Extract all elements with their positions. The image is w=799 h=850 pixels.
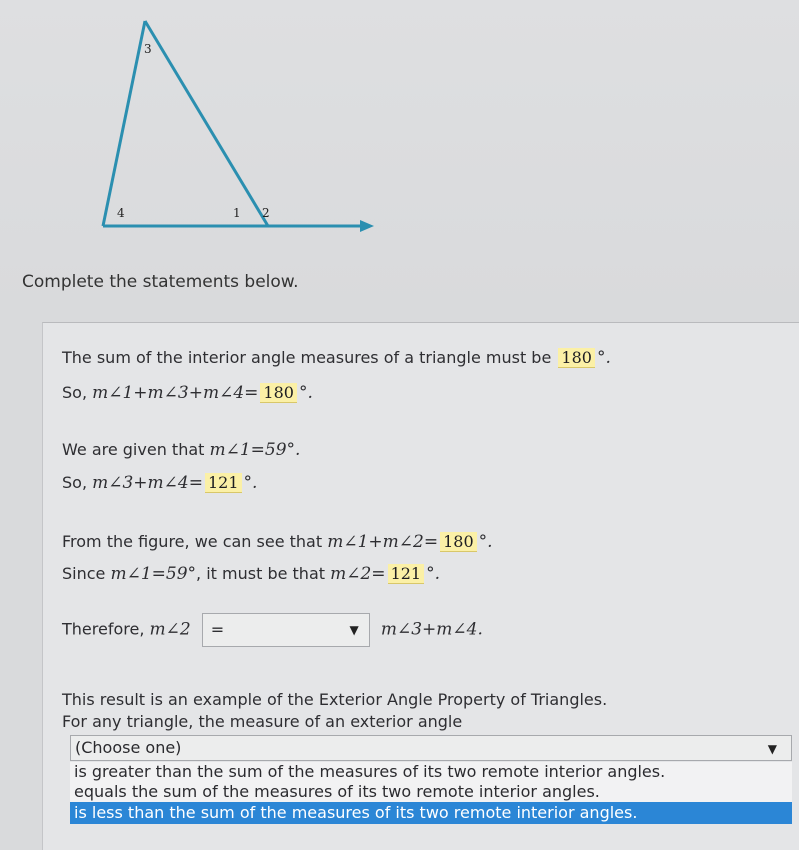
- answer-box-5[interactable]: 121: [388, 564, 425, 584]
- statement-5: [62, 532, 493, 552]
- statement-9: For any triangle, the measure of an exterior angle: [62, 712, 463, 731]
- dropdown-option-less[interactable]: is less than the sum of the measures of its two remote interior angles.: [70, 802, 792, 824]
- angle-label-2: 2: [262, 206, 270, 220]
- exterior-angle-dropdown[interactable]: [70, 735, 792, 761]
- relation-select-value: =: [210, 620, 225, 639]
- statement-6-prefix: Since: [62, 564, 106, 583]
- statement-3: [62, 440, 300, 460]
- chevron-down-icon: ▼: [349, 623, 359, 637]
- statement-6-middle: , it must be that: [196, 564, 326, 583]
- statement-6: [62, 564, 440, 584]
- figure-area: [0, 0, 799, 310]
- dropdown-options-list: [70, 762, 792, 824]
- dropdown-option-greater[interactable]: is greater than the sum of the measures of its two remote interior angles.: [70, 762, 792, 782]
- statement-2-expression: m∠1+m∠3+m∠4=: [92, 383, 259, 403]
- dropdown-placeholder: (Choose one): [75, 738, 182, 757]
- statement-2-prefix: So,: [62, 383, 88, 402]
- statement-4-prefix: So,: [62, 473, 88, 492]
- statement-6-expression: m∠1=59°: [110, 564, 197, 584]
- angle-label-3: 3: [144, 42, 152, 56]
- triangle-side-right: [145, 21, 268, 226]
- statement-8: This result is an example of the Exterior Angle Property of Triangles.: [62, 690, 608, 709]
- degree-symbol: °.: [243, 473, 258, 493]
- chevron-down-icon: ▼: [767, 742, 777, 756]
- statement-7-suffix: m∠3+m∠4.: [380, 619, 483, 640]
- statement-5-text: From the figure, we can see that: [62, 532, 323, 551]
- statement-7-prefix: Therefore,: [62, 619, 145, 639]
- triangle-figure: [90, 15, 390, 245]
- degree-symbol: °.: [426, 564, 441, 584]
- degree-symbol: °.: [298, 383, 313, 403]
- degree-symbol: °.: [478, 532, 493, 552]
- relation-select[interactable]: [202, 613, 370, 647]
- statement-3-expression: m∠1=59°.: [209, 440, 301, 460]
- triangle-side-left: [103, 21, 145, 226]
- statement-6-expression-2: m∠2=: [330, 564, 386, 584]
- answer-box-1[interactable]: 180: [558, 348, 595, 368]
- statement-5-expression: m∠1+m∠2=: [327, 532, 439, 552]
- arrow-head: [360, 220, 374, 232]
- statement-4-expression: m∠3+m∠4=: [92, 473, 203, 493]
- angle-label-4: 4: [117, 206, 125, 220]
- statement-7-expression: m∠2: [149, 619, 191, 640]
- angle-label-1: 1: [233, 206, 241, 220]
- statement-1: [62, 348, 611, 368]
- degree-symbol: °.: [596, 348, 611, 368]
- statement-1-text: The sum of the interior angle measures of a triangle must be: [62, 348, 552, 367]
- answer-box-4[interactable]: 180: [440, 532, 477, 552]
- instruction-text: Complete the statements below.: [22, 272, 299, 292]
- answer-box-2[interactable]: 180: [260, 383, 297, 403]
- answer-box-3[interactable]: 121: [205, 473, 242, 493]
- statement-3-text: We are given that: [62, 440, 205, 459]
- statement-2: [62, 383, 313, 403]
- dropdown-option-equals[interactable]: equals the sum of the measures of its two remote interior angles.: [70, 782, 792, 802]
- statement-4: [62, 473, 257, 493]
- statement-7: [62, 613, 483, 647]
